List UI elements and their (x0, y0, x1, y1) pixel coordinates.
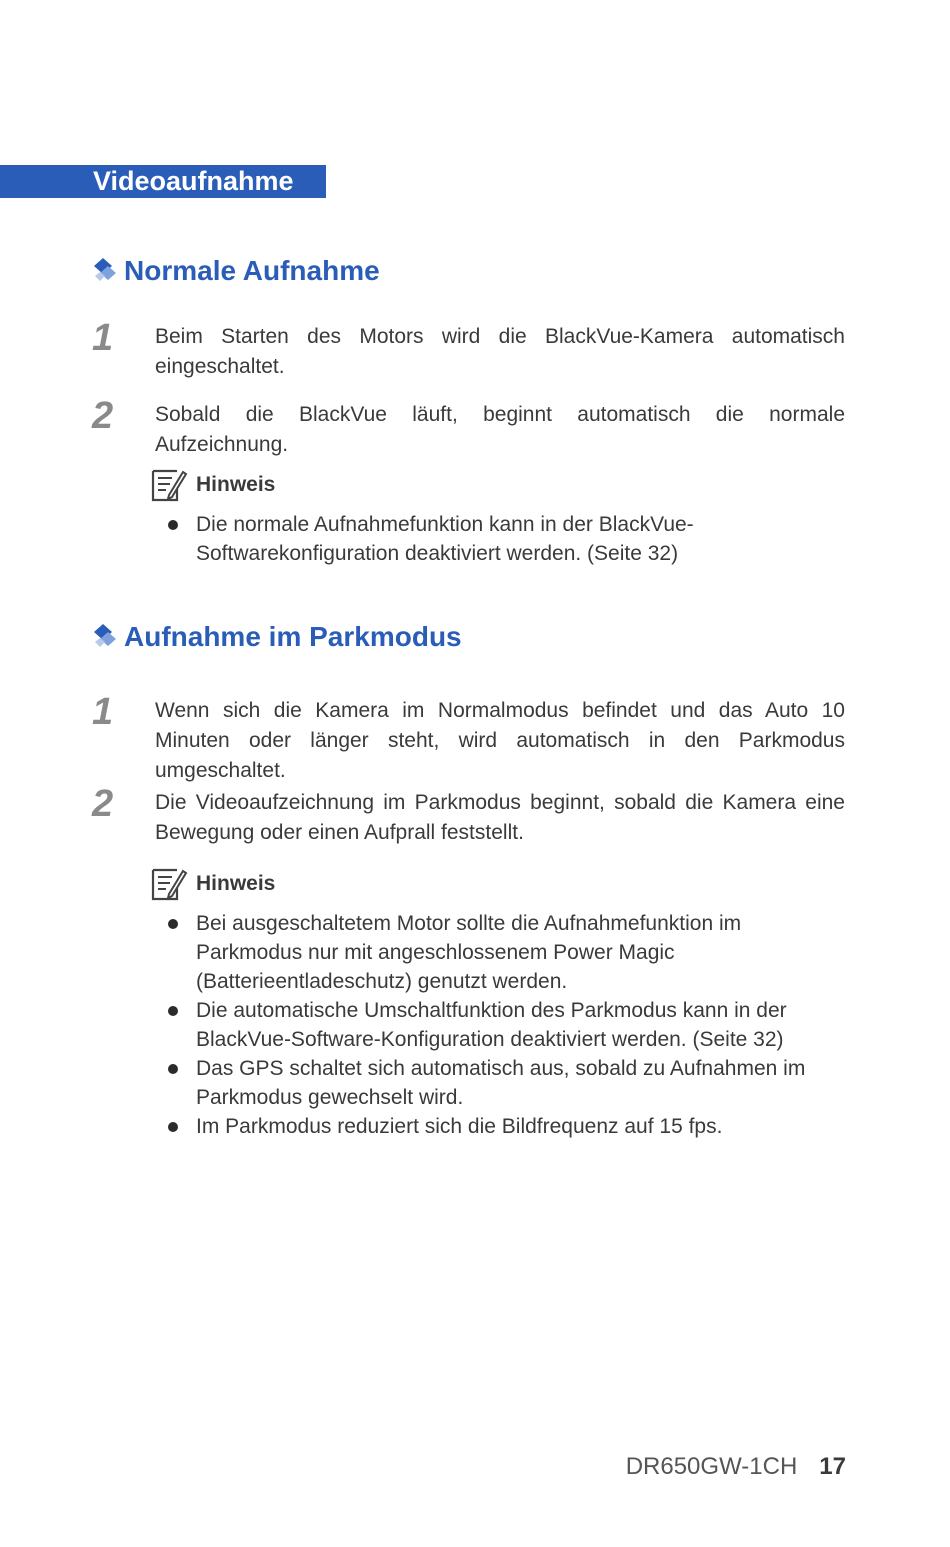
note-list (165, 909, 845, 1141)
step-number: 2 (92, 395, 114, 437)
step-text: Die Videoaufzeichnung im Parkmodus beginnt, sobald die Kamera eine Bewegung oder einen Aufprall feststellt. (155, 791, 845, 844)
list-item-text: Bei ausgeschaltetem Motor sollte die Aufnahmefunktion im Parkmodus nur mit angeschlossenem Power Magic (Batterieentladeschutz) genutzt werden. (196, 912, 742, 993)
list-item-text: Die normale Aufnahmefunktion kann in der BlackVue-Softwarekonfiguration deaktiviert werden. (Seite 32) (196, 513, 694, 565)
bullet-icon (168, 520, 178, 530)
note-pencil-icon (150, 866, 188, 902)
note-label: Hinweis (196, 473, 276, 496)
section-title: Aufnahme im Parkmodus (124, 621, 462, 652)
diamond-icon (92, 256, 118, 286)
list-item (165, 510, 845, 568)
list-item (165, 909, 845, 996)
note-pencil-icon (150, 467, 188, 503)
page-footer (626, 1452, 846, 1482)
bullet-icon (168, 919, 178, 929)
list-item-text: Die automatische Umschaltfunktion des Parkmodus kann in der BlackVue-Software-Konfiguration deaktiviert werden. (Seite 32) (196, 999, 787, 1051)
list-item (165, 1112, 845, 1141)
section-title: Normale Aufnahme (124, 255, 380, 286)
list-item (165, 996, 845, 1054)
list-item (165, 1054, 845, 1112)
step-text: Sobald die BlackVue läuft, beginnt automatisch die normale Aufzeichnung. (155, 403, 845, 456)
chapter-banner (0, 165, 326, 198)
step-number: 1 (92, 691, 114, 733)
step-text: Beim Starten des Motors wird die BlackVue-Kamera automatisch eingeschaltet. (155, 325, 845, 378)
note-list (165, 510, 845, 568)
list-item-text: Im Parkmodus reduziert sich die Bildfrequenz auf 15 fps. (196, 1115, 723, 1138)
bullet-icon (168, 1122, 178, 1132)
step-number: 2 (92, 783, 114, 825)
diamond-icon (92, 622, 118, 652)
page-number: 17 (819, 1453, 846, 1480)
model-name: DR650GW-1CH (625, 1453, 798, 1480)
chapter-title: Videoaufnahme (93, 166, 294, 196)
bullet-icon (168, 1006, 178, 1016)
bullet-icon (168, 1064, 178, 1074)
list-item-text: Das GPS schaltet sich automatisch aus, sobald zu Aufnahmen im Parkmodus gewechselt wird. (196, 1057, 806, 1109)
step-number: 1 (92, 317, 114, 359)
step-text: Wenn sich die Kamera im Normalmodus befindet und das Auto 10 Minuten oder länger steht, wird automatisch in den Parkmodus umgeschaltet. (155, 699, 845, 782)
note-label: Hinweis (196, 872, 276, 895)
